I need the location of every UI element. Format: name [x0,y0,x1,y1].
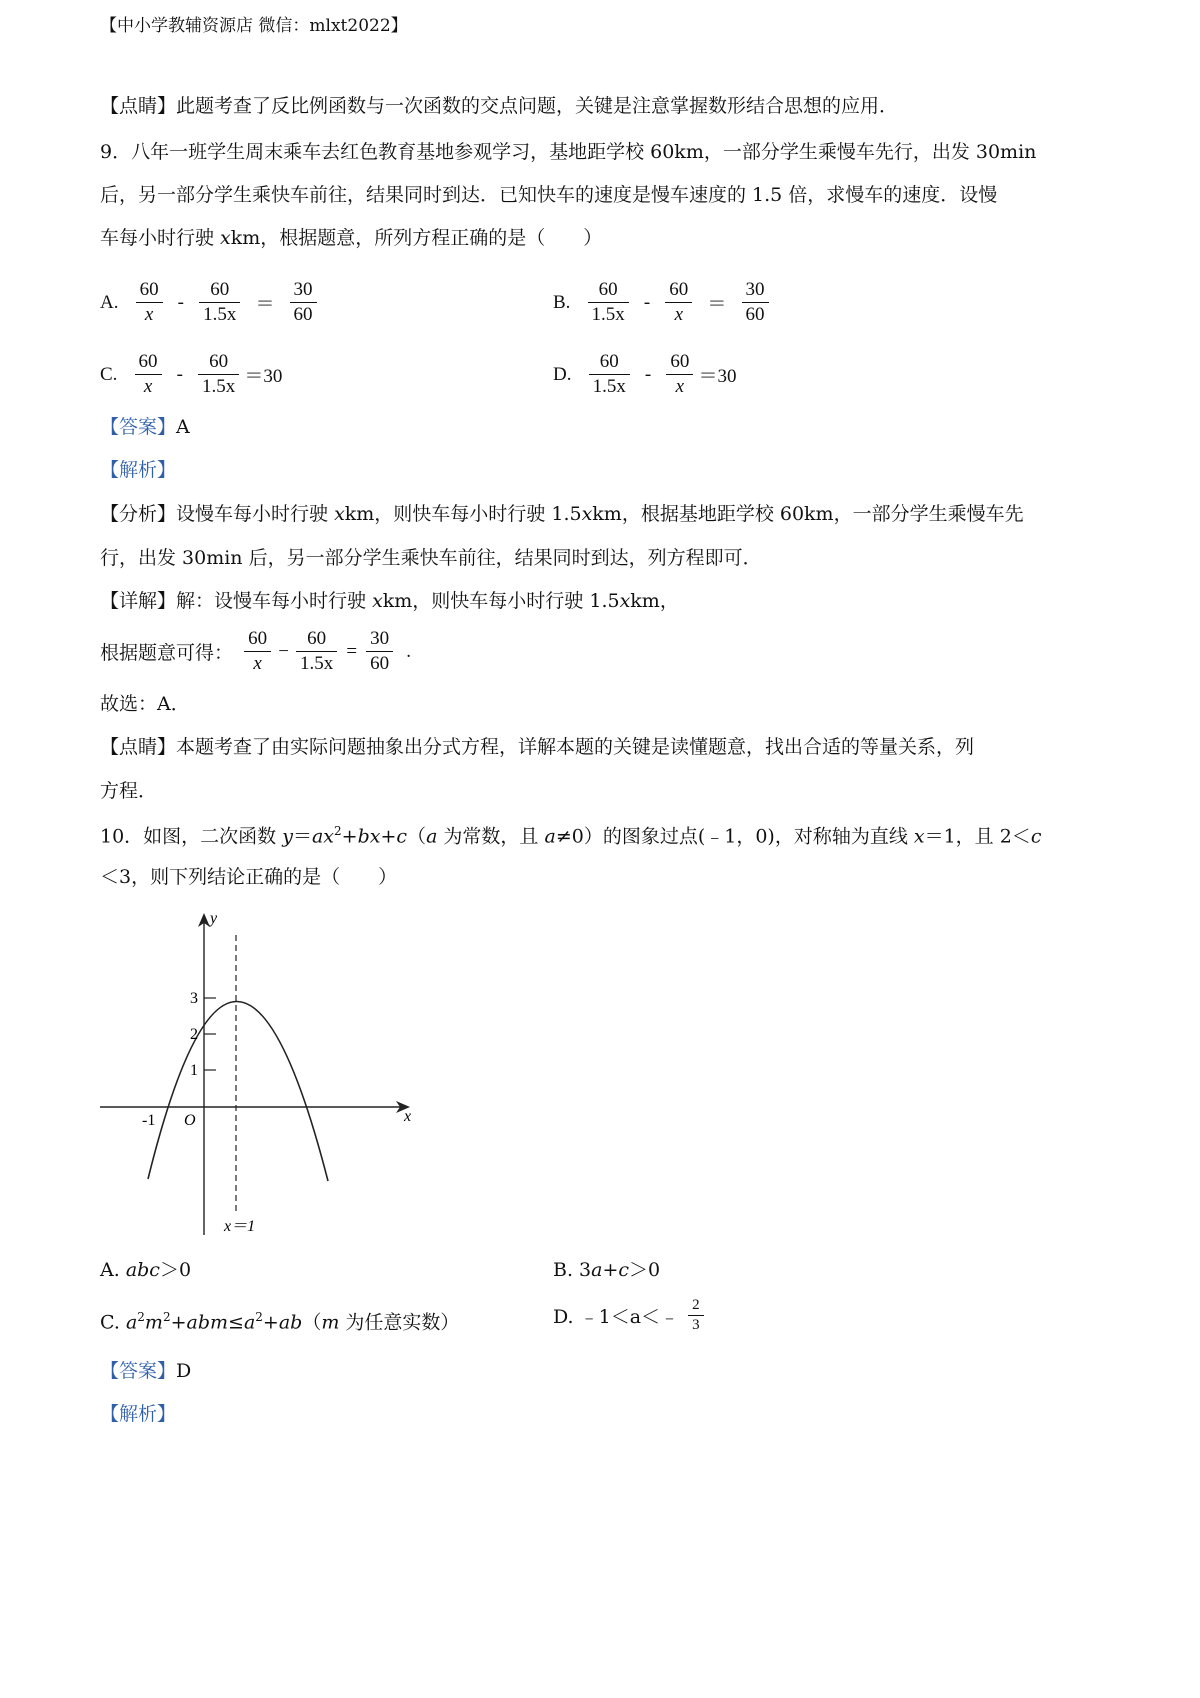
fraction: $\frac{60}{x}$ [244,627,271,676]
q9-xiangjie-line1: 【详解】解：设慢车每小时行驶 xkm，则快车每小时行驶 1.5xkm， [100,590,679,612]
q10-option-a[interactable]: A. abc＞0 [100,1259,192,1281]
q9-option-d[interactable]: D. $\frac{60}{1.5x}$ - $\frac{60}{x}$ ＝30 [553,351,737,397]
tick-label-1: 1 [190,1062,198,1079]
q10-stem-line2: ＜3，则下列结论正确的是（ ） [100,866,398,888]
q9-dianjing-line2: 方程． [100,780,158,802]
q10-stem-line1: 10．如图，二次函数 $y=ax^2+bx+c(a$ 为常数，且 a≠0）的图象过点(﹣1，0)，对称轴为直线 x＝1，且 2＜c [100,824,1042,848]
q9-answer [100,418,190,437]
tick-label-2: 2 [190,1026,198,1043]
fraction: $\frac{60}{x}$ [666,350,693,399]
prev-note-text: 此题考查了反比例函数与一次函数的交点问题，关键是注意掌握数形结合思想的应用． [176,95,899,117]
dianjing-tag: 【点睛】 [100,95,177,117]
q9-fenxi-line1: 【分析】设慢车每小时行驶 xkm，则快车每小时行驶 1.5xkm，根据基地距学校 60km，一部分学生乘慢车先 [100,503,1024,525]
q9-stem-line3: 车每小时行驶 xkm，根据题意，所列方程正确的是（ ） [100,227,603,249]
fraction: $\frac{2}{3}$ [688,1296,704,1335]
y-label: y [210,910,218,927]
q10-option-c[interactable]: C. $a^2m^2+abm\le a^2+ab(m$ 为任意实数） [100,1310,460,1334]
header-watermark: 【中小学教辅资源店 微信：mlxt2022】 [100,16,408,36]
answer-value: D [176,1360,192,1382]
fraction: $\frac{60}{1.5x}$ [198,350,239,399]
q9-stem-line2: 后，另一部分学生乘快车前往，结果同时到达．已知快车的速度是慢车速度的 1.5 倍，求慢车的速度．设慢 [100,184,998,206]
symmetry-axis-label: x＝1 [224,1218,256,1235]
parabola-graph [96,905,426,1245]
q9-choose: 故选：A． [100,693,190,715]
q9-fenxi-line2: 行，出发 30min 后，另一部分学生乘快车前往，结果同时到达，列方程即可． [100,547,762,569]
parabola-curve [148,1001,328,1181]
tick-label-neg1: -1 [142,1112,156,1129]
fraction: $\frac{60}{1.5x}$ [199,278,240,327]
q9-equation: 根据题意可得： $\frac{60}{x}$ − $\frac{60}{1.5x}$ = $\frac{30}{60}$ . [100,628,412,674]
fraction: $\frac{30}{60}$ [742,278,769,327]
fraction: $\frac{60}{x}$ [135,350,162,399]
fraction: $\frac{60}{1.5x}$ [588,278,629,327]
q9-stem-line1: 9．八年一班学生周末乘车去红色教育基地参观学习，基地距学校 60km，一部分学生乘慢车先行，出发 30min [100,141,1037,163]
answer-value: A [176,416,190,438]
q9-dianjing-line1: 【点睛】本题考查了由实际问题抽象出分式方程，详解本题的关键是读懂题意，找出合适的等量关系，列 [100,736,975,758]
answer-tag: 【答案】 [100,416,177,438]
fraction: $\frac{30}{60}$ [366,627,393,676]
fraction: $\frac{60}{x}$ [136,278,163,327]
origin-label: O [184,1112,196,1129]
fraction: $\frac{30}{60}$ [290,278,317,327]
fraction: $\frac{60}{x}$ [665,278,692,327]
q10-option-d[interactable]: D. ﹣1＜a＜﹣ $\frac{2}{3}$ [553,1296,704,1335]
tick-label-3: 3 [190,990,198,1007]
q10-analysis-tag: 【解析】 [100,1403,177,1425]
q9-analysis-tag: 【解析】 [100,459,177,481]
fraction: $\frac{60}{1.5x}$ [296,627,337,676]
fraction: $\frac{60}{1.5x}$ [589,350,630,399]
q9-option-a[interactable]: A. $\frac{60}{x}$ - $\frac{60}{1.5x}$ ＝ $\frac{30}{60}$ [100,278,317,327]
prev-note [100,97,898,116]
q9-option-c[interactable]: C. $\frac{60}{x}$ - $\frac{60}{1.5x}$ ＝30 [100,351,283,397]
q9-option-b[interactable]: B. $\frac{60}{1.5x}$ - $\frac{60}{x}$ ＝ $\frac{30}{60}$ [553,278,769,327]
answer-tag: 【答案】 [100,1360,177,1382]
x-label: x [404,1108,412,1125]
q10-option-b[interactable]: B. 3a+c＞0 [553,1259,661,1281]
q10-answer [100,1362,191,1381]
